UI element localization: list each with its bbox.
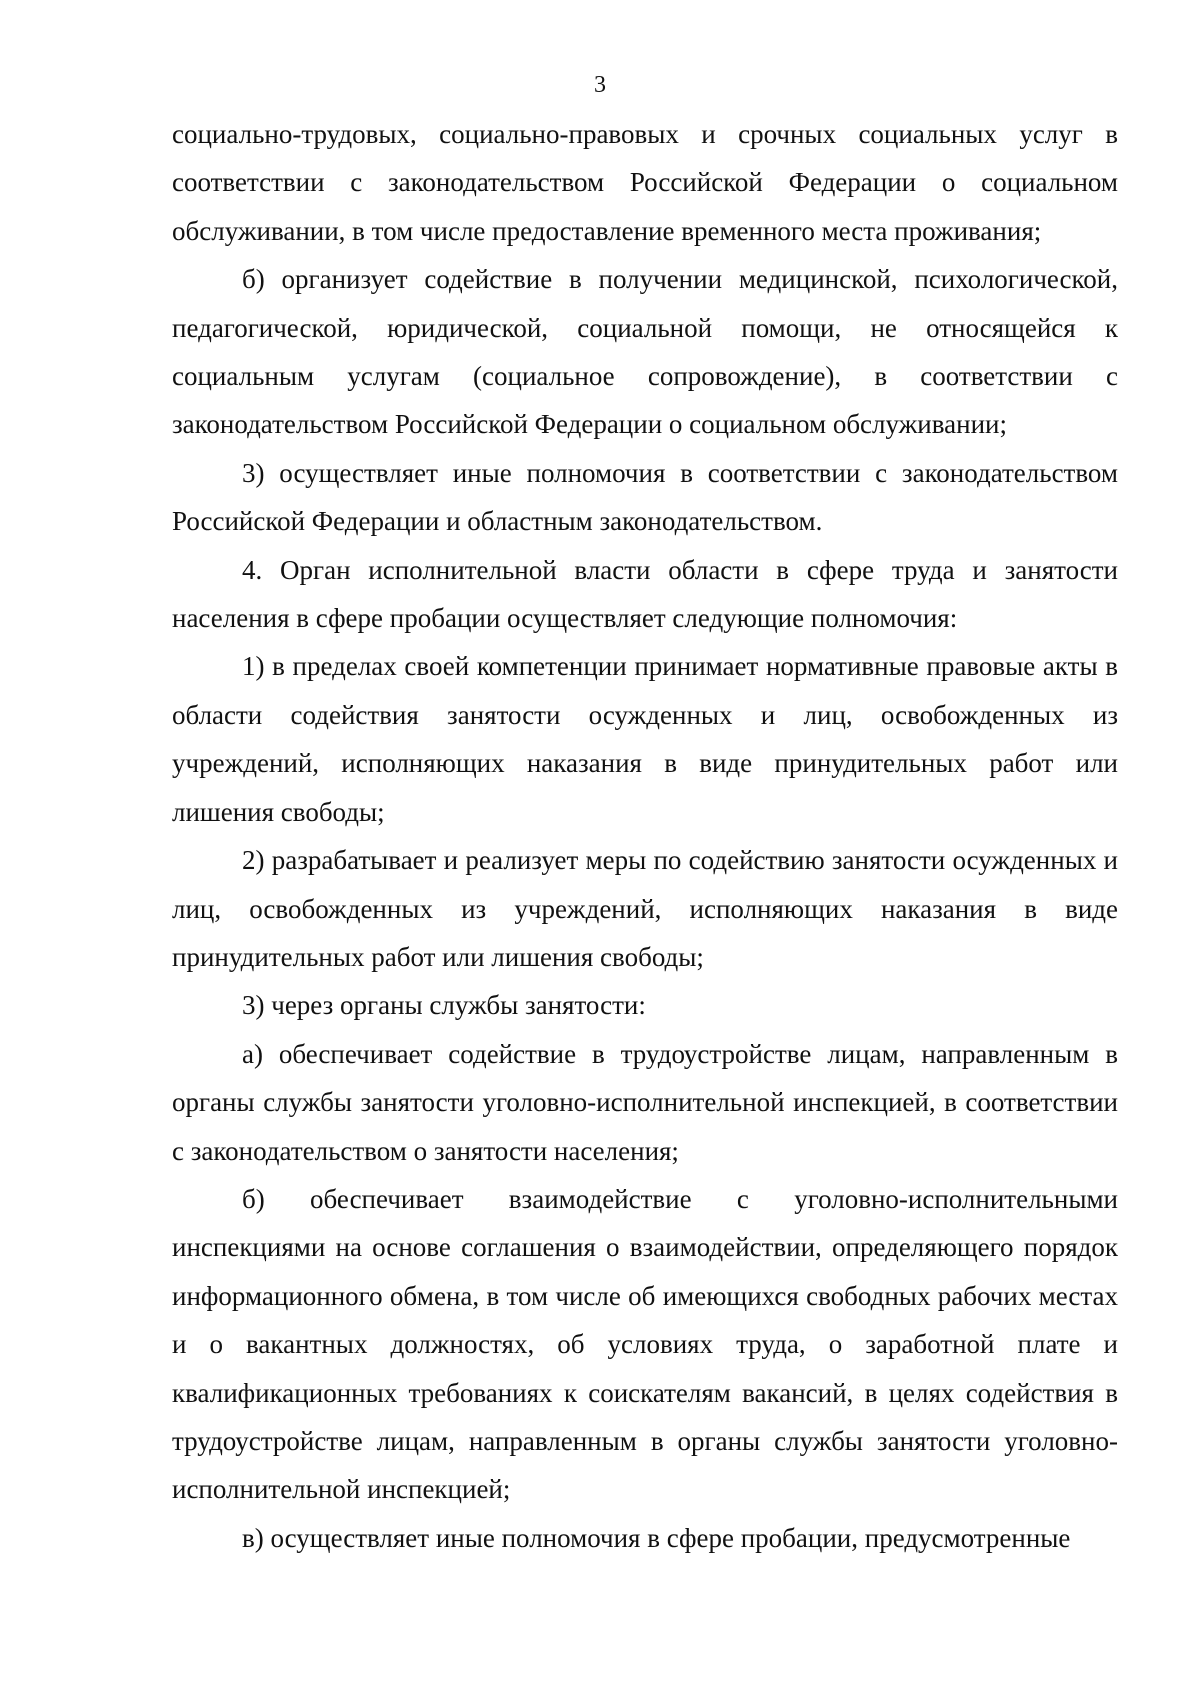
paragraph-section-4: 4. Орган исполнительной власти области в сфере труда и занятости населения в сфере пробации осуществляет следующие полномочия: bbox=[172, 554, 1118, 634]
paragraph-item-1-normative-acts: 1) в пределах своей компетенции принимает нормативные правовые акты в области содействия занятости осужденных и лиц, освобожденных из учреждений, исполняющих наказания в виде принудительных работ или лишения свободы; bbox=[172, 651, 1118, 827]
paragraph-item-v-other-powers: в) осуществляет иные полномочия в сфере пробации, предусмотренные bbox=[242, 1522, 1071, 1553]
paragraph-item-a-job-assistance: а) обеспечивает содействие в трудоустройстве лицам, направленным в органы службы занятости уголовно-исполнительной инспекцией, в соответствии с законодательством о занятости населения; bbox=[172, 1038, 1118, 1166]
paragraph-continuation: социально-трудовых, социально-правовых и срочных социальных услуг в соответствии с законодательством Российской Федерации о социальном обслуживании, в том числе предоставление временного места проживания; bbox=[172, 119, 1118, 246]
paragraph-item-3-employment-services: 3) через органы службы занятости: bbox=[242, 990, 646, 1021]
paragraph-item-b-social-support: б) организует содействие в получении медицинской, психологической, педагогической, юридической, социальной помощи, не относящейся к социальным услугам (социальное сопровождение), в соответствии с законодательством Российской Федерации о социальном обслуживании; bbox=[172, 264, 1118, 440]
document-body bbox=[172, 110, 1118, 1562]
paragraph-item-3-other-powers: 3) осуществляет иные полномочия в соответствии с законодательством Российской Федерации и областным законодательством. bbox=[172, 457, 1118, 537]
paragraph-item-2-employment-measures: 2) разрабатывает и реализует меры по содействию занятости осужденных и лиц, освобожденных из учреждений, исполняющих наказания в виде принудительных работ или лишения свободы; bbox=[172, 845, 1118, 972]
page-number: 3 bbox=[594, 72, 606, 98]
paragraph-item-b-cooperation: б) обеспечивает взаимодействие с уголовно-исполнительными инспекциями на основе соглашения о взаимодействии, определяющего порядок информационного обмена, в том числе об имеющихся свободных рабочих местах и о вакантных должностях, об условиях труда, о заработной плате и квалификационных требованиях к соискателям вакансий, в целях содействия в трудоустройстве лицам, направленным в органы службы занятости уголовно-исполнительной инспекцией; bbox=[172, 1183, 1118, 1505]
